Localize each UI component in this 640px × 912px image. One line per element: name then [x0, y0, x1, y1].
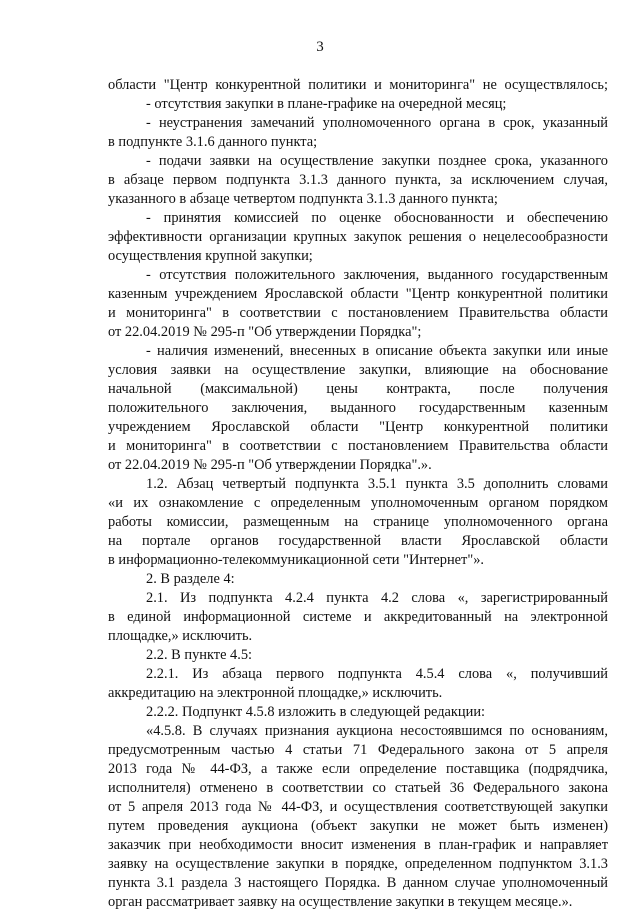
text-line: работы комиссии, размещенным на странице уполномоченного органа [108, 514, 608, 530]
text-line: - наличия изменений, внесенных в описание объекта закупки или иные [146, 343, 608, 359]
text-line: казенным учреждением Ярославской области "Центр конкурентной политики [108, 286, 608, 302]
text-line: - отсутствия закупки в плане-графике на очередной месяц; [146, 96, 507, 112]
text-line: 2.2. В пункте 4.5: [146, 647, 253, 663]
text-line: учреждением Ярославской области "Центр конкурентной политики [108, 419, 608, 435]
text-line: «4.5.8. В случаях признания аукциона несостоявшимся по основаниям, [146, 723, 608, 739]
text-line: «и их ознакомление с определенным уполномоченным органом порядком [108, 495, 608, 511]
text-line: осуществления крупной закупки; [108, 248, 313, 264]
text-line: - неустранения замечаний уполномоченного органа в срок, указанный [146, 115, 608, 131]
text-line: 2013 года № 44-ФЗ, а также если определение поставщика (подрядчика, [108, 761, 608, 777]
text-line: в абзаце первом подпункта 3.1.3 данного пункта, за исключением случая, [108, 172, 608, 188]
text-line: от 5 апреля 2013 года № 44-ФЗ, и осуществления соответствующей закупки [108, 799, 608, 815]
text-line: 2. В разделе 4: [146, 571, 235, 587]
page-number: 3 [316, 39, 324, 55]
text-line: предусмотренным частью 4 статьи 71 Федерального закона от 5 апреля [108, 742, 608, 758]
text-line: 2.1. Из подпункта 4.2.4 пункта 4.2 слова «, зарегистрированный [146, 590, 608, 606]
text-line: аккредитацию на электронной площадке,» исключить. [108, 685, 443, 701]
text-line: орган рассматривает заявку на осуществление закупки в текущем месяце.». [108, 894, 573, 910]
text-line: положительного заключения, выданного государственным казенным [108, 400, 608, 416]
text-line: в информационно-телекоммуникационной сети "Интернет"». [108, 552, 484, 568]
text-line: от 22.04.2019 № 295-п "Об утверждении Порядка".». [108, 457, 432, 473]
text-line: исполнителя) отменено в соответствии со статьей 36 Федерального закона [108, 780, 608, 796]
text-line: начальной (максимальной) цены контракта, после получения [108, 381, 608, 397]
text-line: и мониторинга" в соответствии с постановлением Правительства области [108, 305, 608, 321]
text-line: 2.2.2. Подпункт 4.5.8 изложить в следующей редакции: [146, 704, 486, 720]
text-line: эффективности организации крупных закупок решения о нецелесообразности [108, 229, 608, 245]
text-line: области "Центр конкурентной политики и мониторинга" не осуществлялось; [108, 77, 608, 93]
text-line: 1.2. Абзац четвертый подпункта 3.5.1 пункта 3.5 дополнить словами [146, 476, 608, 492]
document-body [108, 76, 608, 912]
text-line: в единой информационной системе и аккредитованный на электронной [108, 609, 608, 625]
text-line: площадке,» исключить. [108, 628, 253, 644]
text-line: - отсутствия положительного заключения, выданного государственным [146, 267, 608, 283]
text-line: заказчик при необходимости вносит изменения в план-график и направляет [108, 837, 608, 853]
text-line: и мониторинга" в соответствии с постановлением Правительства области [108, 438, 608, 454]
text-line: условия заявки на осуществление закупки, влияющие на обоснование [108, 362, 608, 378]
text-line: путем проведения аукциона (объект закупки не может быть изменен) [108, 818, 608, 834]
text-line: от 22.04.2019 № 295-п "Об утверждении Порядка"; [108, 324, 422, 340]
text-line: в подпункте 3.1.6 данного пункта; [108, 134, 318, 150]
text-line: заявку на осуществление закупки в порядке, определенном подпунктом 3.1.3 [108, 856, 608, 872]
text-line: - подачи заявки на осуществление закупки позднее срока, указанного [146, 153, 608, 169]
text-line: - принятия комиссией по оценке обоснованности и обеспечению [146, 210, 608, 226]
text-line: указанного в абзаце четвертом подпункта 3.1.3 данного пункта; [108, 191, 498, 207]
text-line: пункта 3.1 раздела 3 настоящего Порядка. В данном случае уполномоченный [108, 875, 608, 891]
text-line: на портале органов государственной власти Ярославской области [108, 533, 608, 549]
text-line: 2.2.1. Из абзаца первого подпункта 4.5.4 слова «, получивший [146, 666, 608, 682]
